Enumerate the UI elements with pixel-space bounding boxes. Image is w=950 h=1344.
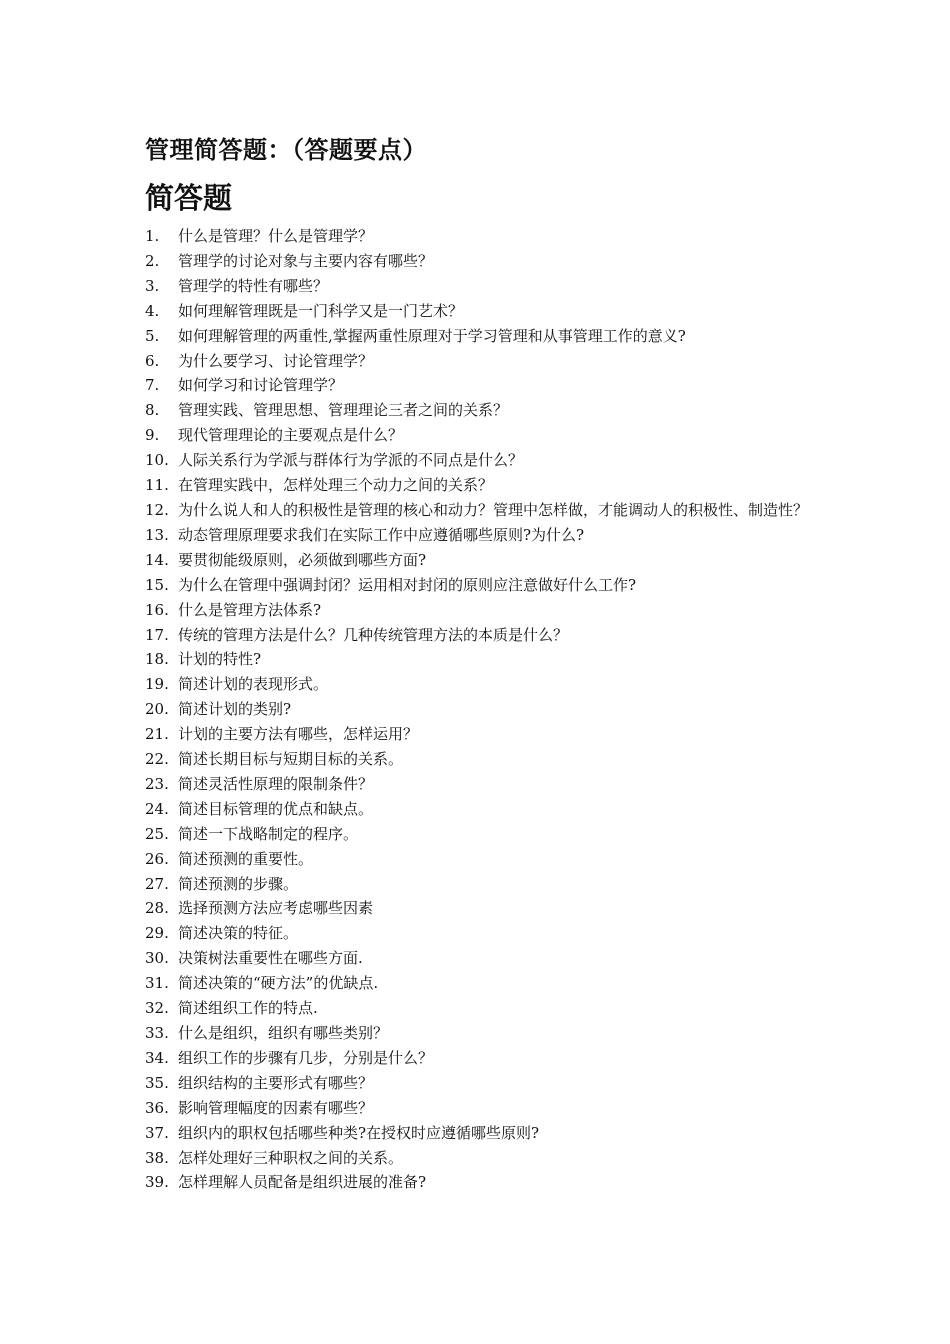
question-text: 什么是管理？什么是管理学？: [178, 227, 374, 245]
list-item: [145, 921, 835, 946]
question-text: 如何学习和讨论管理学？: [178, 376, 344, 395]
question-number: 13.: [145, 525, 169, 544]
question-number: 15.: [145, 575, 169, 594]
list-item: [145, 423, 835, 448]
question-text: 如何理解管理的两重性,掌握两重性原理对于学习管理和从事管理工作的意义?: [178, 326, 686, 345]
question-number: 3.: [145, 276, 160, 295]
list-item: [145, 373, 835, 398]
question-text: 管理实践、管理思想、管理理论三者之间的关系？: [178, 401, 509, 420]
question-text: 现代管理理论的主要观点是什么？: [178, 426, 404, 445]
question-text: 简述决策的特征。: [178, 924, 299, 943]
list-item: [145, 822, 835, 847]
question-number: 39.: [145, 1173, 169, 1192]
question-number: 31.: [145, 974, 169, 993]
document-title: 管理简答题：（答题要点）: [145, 135, 427, 164]
list-item: [145, 349, 835, 374]
question-number: 18.: [145, 650, 169, 669]
list-item: [145, 623, 835, 648]
question-number: 9.: [145, 426, 160, 445]
question-text: 简述计划的类别?: [178, 700, 292, 719]
list-item: [145, 498, 835, 523]
question-number: 20.: [145, 700, 169, 719]
question-text: 简述预测的重要性。: [178, 849, 314, 868]
question-number: 38.: [145, 1148, 169, 1167]
list-item: [145, 971, 835, 996]
question-text: 管理学的特性有哪些？: [178, 276, 329, 295]
question-text: 决策树法重要性在哪些方面.: [178, 949, 363, 968]
question-text: 为什么在管理中强调封闭？运用相对封闭的原则应注意做好什么工作?: [178, 575, 637, 594]
question-text: 怎样理解人员配备是组织进展的准备?: [178, 1173, 427, 1192]
question-number: 5.: [145, 326, 160, 345]
question-text: 在管理实践中，怎样处理三个动力之间的关系？: [178, 476, 494, 495]
question-text: 选择预测方法应考虑哪些因素: [178, 899, 374, 918]
question-text: 怎样处理好三种职权之间的关系。: [178, 1148, 404, 1167]
question-text: 简述决策的“硬方法”的优缺点.: [178, 974, 379, 993]
question-text: 计划的主要方法有哪些，怎样运用？: [178, 725, 419, 744]
question-number: 33.: [145, 1024, 169, 1042]
question-text: 如何理解管理既是一门科学又是一门艺术？: [178, 301, 464, 320]
question-text: 简述组织工作的特点.: [178, 999, 318, 1018]
list-item: [145, 1096, 835, 1121]
question-number: 36.: [145, 1098, 169, 1117]
question-number: 19.: [145, 675, 169, 694]
list-item: [145, 548, 835, 573]
question-text: 传统的管理方法是什么？几种传统管理方法的本质是什么？: [178, 625, 569, 644]
question-text: 简述计划的表现形式。: [178, 675, 329, 694]
list-item: [145, 647, 835, 672]
question-text: 简述目标管理的优点和缺点。: [178, 799, 374, 818]
question-number: 17.: [145, 625, 169, 644]
question-text: 计划的特性?: [178, 650, 262, 669]
question-number: 6.: [145, 351, 160, 370]
question-number: 35.: [145, 1073, 169, 1092]
question-number: 30.: [145, 949, 169, 968]
list-item: [145, 299, 835, 324]
question-number: 25.: [145, 824, 169, 843]
question-number: 8.: [145, 401, 160, 420]
list-item: [145, 847, 835, 872]
list-item: [145, 946, 835, 971]
list-item: [145, 872, 835, 897]
question-number: 32.: [145, 999, 169, 1018]
list-item: [145, 224, 835, 249]
list-item: [145, 1170, 835, 1195]
list-item: [145, 722, 835, 747]
list-item: [145, 672, 835, 697]
list-item: [145, 448, 835, 473]
question-text: 什么是管理方法体系?: [178, 600, 322, 619]
question-number: 11.: [145, 476, 169, 495]
list-item: [145, 473, 835, 498]
list-item: [145, 896, 835, 921]
question-list: [145, 224, 835, 1195]
question-number: 21.: [145, 725, 169, 744]
question-number: 24.: [145, 799, 169, 818]
list-item: [145, 797, 835, 822]
question-number: 28.: [145, 899, 169, 918]
question-number: 4.: [145, 301, 160, 320]
list-item: [145, 697, 835, 722]
question-number: 29.: [145, 924, 169, 943]
list-item: [145, 523, 835, 548]
question-text: 人际关系行为学派与群体行为学派的不同点是什么？: [178, 451, 524, 470]
question-text: 影响管理幅度的因素有哪些？: [178, 1098, 374, 1117]
question-text: 组织内的职权包括哪些种类?在授权时应遵循哪些原则?: [178, 1123, 540, 1142]
question-text: 动态管理原理要求我们在实际工作中应遵循哪些原则?为什么?: [178, 525, 585, 544]
question-number: 37.: [145, 1123, 169, 1142]
question-number: 7.: [145, 376, 160, 395]
question-number: 23.: [145, 774, 169, 793]
section-heading: 简答题: [145, 181, 233, 215]
list-item: [145, 996, 835, 1021]
question-text: 简述预测的步骤。: [178, 874, 299, 893]
question-number: 27.: [145, 874, 169, 893]
question-text: 组织工作的步骤有几步，分别是什么？: [178, 1048, 434, 1067]
list-item: [145, 398, 835, 423]
list-item: [145, 1071, 835, 1096]
question-number: 14.: [145, 550, 169, 569]
list-item: [145, 274, 835, 299]
question-text: 组织结构的主要形式有哪些？: [178, 1073, 374, 1092]
list-item: [145, 772, 835, 797]
question-text: 什么是组织，组织有哪些类别？: [178, 1024, 389, 1042]
question-text: 为什么说人和人的积极性是管理的核心和动力？管理中怎样做，才能调动人的积极性、制造性？: [178, 500, 809, 519]
question-text: 简述长期目标与短期目标的关系。: [178, 750, 404, 769]
question-number: 1.: [145, 227, 160, 245]
question-number: 16.: [145, 600, 169, 619]
question-number: 34.: [145, 1048, 169, 1067]
question-number: 12.: [145, 500, 169, 519]
list-item: [145, 1121, 835, 1146]
list-item: [145, 747, 835, 772]
question-text: 管理学的讨论对象与主要内容有哪些？: [178, 251, 434, 270]
list-item: [145, 598, 835, 623]
question-text: 为什么要学习、讨论管理学？: [178, 351, 374, 370]
list-item: [145, 1046, 835, 1071]
list-item: [145, 573, 835, 598]
question-number: 10.: [145, 451, 169, 470]
list-item: [145, 1021, 835, 1046]
question-number: 26.: [145, 849, 169, 868]
list-item: [145, 249, 835, 274]
question-text: 要贯彻能级原则，必须做到哪些方面?: [178, 550, 427, 569]
question-text: 简述灵活性原理的限制条件？: [178, 774, 374, 793]
question-number: 2.: [145, 251, 160, 270]
question-text: 简述一下战略制定的程序。: [178, 824, 359, 843]
question-number: 22.: [145, 750, 169, 769]
list-item: [145, 324, 835, 349]
list-item: [145, 1146, 835, 1171]
